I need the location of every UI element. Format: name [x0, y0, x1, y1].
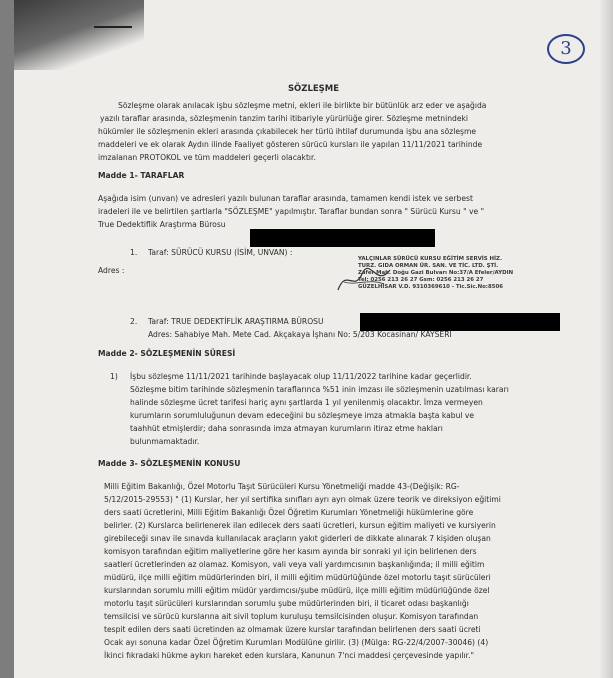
madde3-line: belirler. (2) Kurslarca belirlenerek ilan edilecek ders saati ücretleri, kursun eğitim maliyeti ve kursiyerin [104, 521, 496, 530]
stamp-line: Zafer Mah. Doğu Gazi Bulvarı No:37/A Efeler/AYDIN [358, 270, 514, 276]
stamp-line: Tel: 0256 213 26 27 Gsm: 0256 213 26 27 [358, 277, 484, 283]
party2-address: Adres: Sahabiye Mah. Mete Cad. Akçakaya İşhanı No: 5/203 Kocasinan/ KAYSERİ [148, 330, 452, 339]
section-heading-madde-2: Madde 2- SÖZLEŞMENİN SÜRESİ [98, 349, 236, 358]
party1-number: 1. [130, 248, 138, 257]
document-title: SÖZLEŞME [287, 84, 340, 94]
madde1-line: Aşağıda isim (unvan) ve adresleri yazılı bulunan taraflar arasında, tamamen kendi istek ve serbest [98, 194, 473, 203]
intro-line: imzalanan PROTOKOL ve tüm maddeleri geçerli olacaktır. [98, 153, 316, 162]
intro-line: yazılı taraflar arasında, sözleşmenin tanzim tarihi itibariyle yürürlüğe girer. Sözleşme metnindeki [100, 114, 469, 123]
madde2-line: kurumların sorumluluğunun devam edeceğini bu sözleşmeye imza atmakla başta kabul ve [130, 411, 475, 420]
stamp-line: YALÇINLAR SÜRÜCÜ KURSU EĞİTİM SERVİS HİZ. [358, 256, 503, 262]
stamp-line: TURZ. GIDA ORMAN ÜR. SAN. VE TİC. LTD. ŞTİ. [358, 263, 499, 269]
document-page [14, 0, 613, 678]
madde2-line: İşbu sözleşme 11/11/2021 tarihinde başlayacak olup 11/11/2022 tarihine kadar geçerlidir. [130, 372, 472, 381]
intro-line: Sözleşme olarak anılacak işbu sözleşme metni, ekleri ile birlikte bir bütünlük arz eder ve aşağıda [118, 101, 487, 110]
section-heading-madde-3: Madde 3- SÖZLEŞMENİN KONUSU [98, 459, 241, 468]
party1-label: Taraf: SÜRÜCÜ KURSU (İSİM, UNVAN) : [148, 248, 293, 257]
madde1-line: iradeleri ile ve belirtilen şartlarla "SÖZLEŞME" yapılmıştır. Taraflar bundan sonra " Sürücü Kursu " ve " [98, 207, 485, 216]
madde3-line: kurslarından sorumlu milli eğitim müdür yardımcısı/şube müdürü, ilçe milli eğitim müdürlüğünde özel [104, 586, 490, 595]
section-heading-madde-1: Madde 1- TARAFLAR [98, 171, 185, 180]
madde3-line: Ocak ayı sonuna kadar Özel Öğretim Kurumları Modülüne girilir. (3) (Mülga: RG-22/4/2007-30046) (4) [104, 638, 489, 647]
madde1-line: True Dedektiflik Araştırma Bürosu [98, 220, 226, 229]
madde3-line: komisyon tarafından eğitim maliyetlerine göre her kasım ayında bir sonraki yıl için belirlenen ders [104, 547, 477, 556]
madde2-line: Sözleşme bitim tarihinde sözleşmenin taraflarınca %51 inin imzası ile sözleşmenin uzatılması kararı [130, 385, 509, 394]
madde3-line: Milli Eğitim Bakanlığı, Özel Motorlu Taşıt Sürücüleri Kursu Yönetmeliği madde 43-(Değişik: RG- [104, 482, 460, 491]
scan-edge-shadow [599, 0, 613, 678]
madde3-line: temsilcisi ve sürücü kurslarına ait sivil toplum kuruluşu temsilcisinden oluşur. Komisyon tarafından [104, 612, 479, 621]
madde3-line: tespit edilen ders saati ücretinden az olmamak üzere kurslar tarafından belirlenen ders saati ücreti [104, 625, 481, 634]
intro-line: hükümler ile sözleşmenin ekleri arasında çıkabilecek her türlü ihtilaf durumunda işbu ana sözleşme [98, 127, 477, 136]
party2-number: 2. [130, 317, 138, 326]
madde3-line: ders saati ücretlerini, Milli Eğitim Bakanlığı Özel Öğretim Kurumları Yönetmeliği hükümlerine göre [104, 508, 474, 517]
intro-line: maddeleri ve ek olarak Aydın ilinde Faaliyet gösteren sürücü kursları ile yapılan 11/11/2021 tarihinde [98, 140, 483, 149]
madde3-line: girebileceği sınav ile sınavda kullanılacak araçların yakıt giderleri de dikkate alınarak 7 kişiden oluşan [104, 534, 491, 543]
madde3-line: müdürü, ilçe milli eğitim müdürlerinden biri, il milli eğitim müdürlüğünde özel motorlu taşıt sürücüleri [104, 573, 491, 582]
madde2-line: bulunmamaktadır. [130, 437, 200, 446]
madde2-number: 1) [110, 372, 118, 381]
madde3-line: saatleri ücretlerinden az olamaz. Komisyon, vali veya vali yardımcısının başkanlığında; il milli eğitim [104, 560, 485, 569]
party2-label: Taraf: TRUE DEDEKTİFLİK ARAŞTIRMA BÜROSU [148, 317, 324, 326]
page-number-circle: 3 [547, 34, 585, 64]
madde2-line: halinde sözleşme ücret tarifesi hariç aynı şartlarda 1 yıl yenilenmiş olacaktır. İmza vermeyen [130, 398, 483, 407]
scan-corner-shadow [14, 0, 144, 70]
madde3-line: 5/12/2015-29553) " (1) Kurslar, her yıl sertifika sınıfları ayrı ayrı olmak üzere teorik ve direksiyon eğitimi [104, 495, 501, 504]
company-stamp [358, 256, 514, 304]
madde3-line: motorlu taşıt sürücüleri kurslarından sorumlu şube müdürlerinden biri, il ticaret odası başkanlığı [104, 599, 469, 608]
pen-mark [94, 26, 132, 28]
redaction-bar [250, 229, 435, 247]
stamp-line: GÜZELHİSAR V.D. 9310369610 - Tic.Sic.No:8506 [358, 284, 503, 290]
madde2-line: taahhüt etmişlerdir; daha sonrasında imza atmayan kurumların itiraz etme hakları [130, 424, 443, 433]
adres-label: Adres : [98, 266, 125, 275]
madde3-line: İkinci fıkradaki hükme aykırı hareket eden kurslara, Kanunun 7'nci maddesi çerçevesinde yapılır." [104, 651, 474, 660]
